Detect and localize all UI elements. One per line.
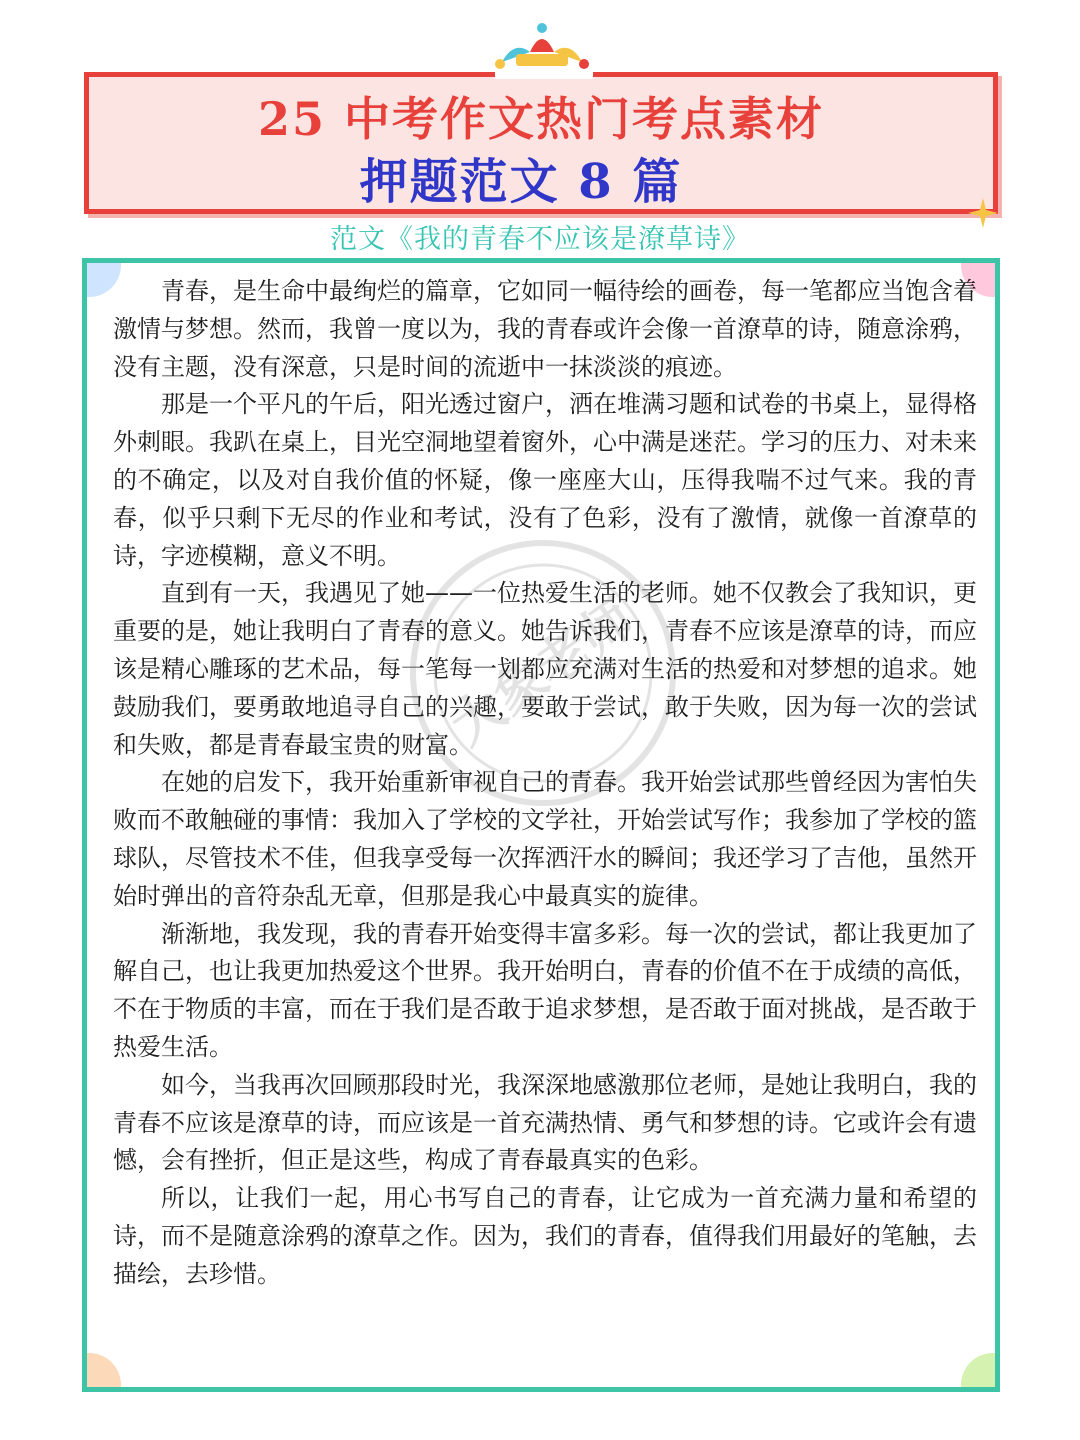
jester-hat-icon [492, 22, 592, 74]
essay-panel [82, 258, 1000, 1392]
corner-decoration [82, 1353, 121, 1392]
corner-decoration [961, 1353, 1000, 1392]
essay-paragraph: 渐渐地，我发现，我的青春开始变得丰富多彩。每一次的尝试，都让我更加了解自己，也让我更加热爱这个世界。我开始明白，青春的价值不在于成绩的高低，不在于物质的丰富，而在于我们是否敢于追求梦想，是否敢于面对挑战，是否敢于热爱生活。 [113, 919, 977, 1061]
essay-paragraph: 所以，让我们一起，用心书写自己的青春，让它成为一首充满力量和希望的诗，而不是随意涂鸦的潦草之作。因为，我们的青春，值得我们用最好的笔触，去描绘，去珍惜。 [113, 1184, 977, 1288]
essay-paragraph: 直到有一天，我遇见了她——一位热爱生活的老师。她不仅教会了我知识，更重要的是，她让我明白了青春的意义。她告诉我们，青春不应该是潦草的诗，而应该是精心雕琢的艺术品，每一笔每一划都应充满对生活的热爱和对梦想的追求。她鼓励我们，要勇敢地追寻自己的兴趣，要敢于尝试，敢于失败，因为每一次的尝试和失败，都是青春最宝贵的财富。 [113, 579, 977, 759]
essay-paragraph: 那是一个平凡的午后，阳光透过窗户，洒在堆满习题和试卷的书桌上，显得格外刺眼。我趴在桌上，目光空洞地望着窗外，心中满是迷茫。学习的压力、对未来的不确定，以及对自我价值的怀疑，像一座座大山，压得我喘不过气来。我的青春，似乎只剩下无尽的作业和考试，没有了色彩，没有了激情，就像一首潦草的诗，字迹模糊，意义不明。 [113, 390, 977, 570]
essay-paragraph: 如今，当我再次回顾那段时光，我深深地感激那位老师，是她让我明白，我的青春不应该是潦草的诗，而应该是一首充满热情、勇气和梦想的诗。它或许会有遗憾，会有挫折，但正是这些，构成了青春最真实的色彩。 [113, 1070, 977, 1175]
essay-title: 范文《我的青春不应该是潦草诗》 [330, 224, 750, 255]
banner-gap [495, 71, 593, 79]
page-title: 25 中考作文热门考点素材 [257, 92, 825, 146]
essay-body [113, 273, 977, 1294]
title-banner [84, 72, 998, 214]
essay-paragraph: 青春，是生命中最绚烂的篇章，它如同一幅待绘的画卷，每一笔都应当饱含着激情与梦想。然而，我曾一度以为，我的青春或许会像一首潦草的诗，随意涂鸦，没有主题，没有深意，只是时间的流逝中一抹淡淡的痕迹。 [113, 277, 977, 381]
page-subtitle-title: 押题范文 8 篇 [359, 154, 683, 210]
essay-paragraph: 在她的启发下，我开始重新审视自己的青春。我开始尝试那些曾经因为害怕失败而不敢触碰的事情：我加入了学校的文学社，开始尝试写作；我参加了学校的篮球队，尽管技术不佳，但我享受每一次挥洒汗水的瞬间；我还学习了吉他，虽然开始时弹出的音符杂乱无章，但那是我心中最真实的旋律。 [113, 768, 977, 910]
